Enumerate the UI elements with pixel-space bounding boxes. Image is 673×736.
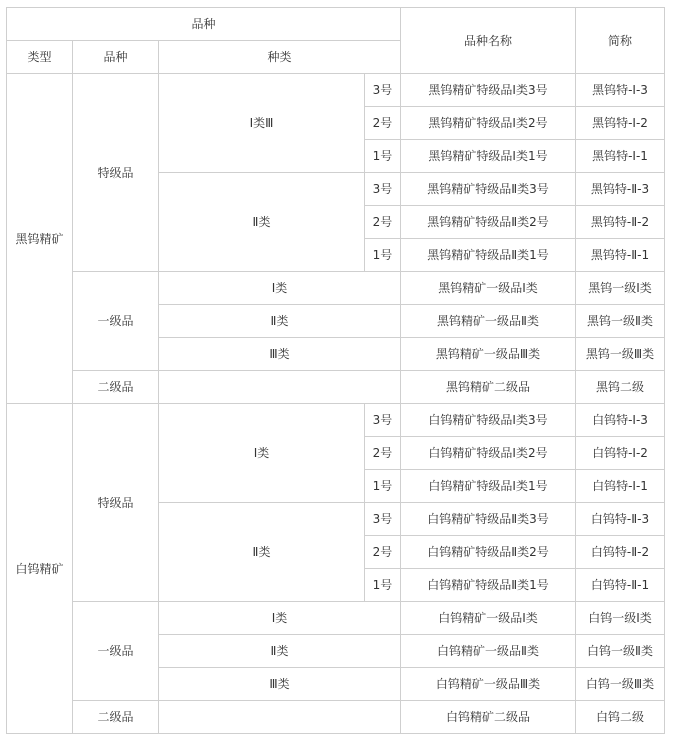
abbreviation-cell: 白钨一级Ⅰ类 bbox=[576, 602, 665, 635]
number-cell: 1号 bbox=[365, 239, 401, 272]
product-name-cell: 黑钨精矿特级品Ⅱ类2号 bbox=[401, 206, 576, 239]
number-cell: 1号 bbox=[365, 569, 401, 602]
product-name-cell: 白钨精矿特级品Ⅰ类1号 bbox=[401, 470, 576, 503]
abbreviation-cell: 黑钨二级 bbox=[576, 371, 665, 404]
class-cell: Ⅰ类Ⅲ bbox=[159, 74, 365, 173]
number-cell: 2号 bbox=[365, 107, 401, 140]
product-table-wrapper bbox=[6, 7, 665, 734]
number-cell: 3号 bbox=[365, 503, 401, 536]
empty-class-cell bbox=[159, 701, 401, 734]
tungsten-concentrate-table bbox=[6, 7, 665, 734]
product-name-cell: 黑钨精矿一级品Ⅰ类 bbox=[401, 272, 576, 305]
table-row bbox=[7, 371, 665, 404]
class-cell: Ⅲ类 bbox=[159, 338, 401, 371]
header-grade-group: 品种 bbox=[7, 8, 401, 41]
class-cell: Ⅱ类 bbox=[159, 503, 365, 602]
product-name-cell: 黑钨精矿一级品Ⅱ类 bbox=[401, 305, 576, 338]
number-cell: 3号 bbox=[365, 173, 401, 206]
table-row bbox=[7, 272, 665, 305]
product-name-cell: 白钨精矿一级品Ⅲ类 bbox=[401, 668, 576, 701]
abbreviation-cell: 白钨特-Ⅰ-1 bbox=[576, 470, 665, 503]
class-cell: Ⅱ类 bbox=[159, 635, 401, 668]
product-name-cell: 白钨精矿一级品Ⅰ类 bbox=[401, 602, 576, 635]
product-name-cell: 白钨精矿二级品 bbox=[401, 701, 576, 734]
abbreviation-cell: 黑钨特-Ⅱ-1 bbox=[576, 239, 665, 272]
class-cell: Ⅰ类 bbox=[159, 272, 401, 305]
number-cell: 3号 bbox=[365, 404, 401, 437]
abbreviation-cell: 黑钨特-Ⅰ-1 bbox=[576, 140, 665, 173]
header-abbreviation: 简称 bbox=[576, 8, 665, 74]
grade-cell-special: 特级品 bbox=[73, 74, 159, 272]
number-cell: 1号 bbox=[365, 470, 401, 503]
number-cell: 3号 bbox=[365, 74, 401, 107]
grade-cell-first: 一级品 bbox=[73, 602, 159, 701]
grade-cell-second: 二级品 bbox=[73, 701, 159, 734]
class-cell: Ⅱ类 bbox=[159, 173, 365, 272]
grade-cell-second: 二级品 bbox=[73, 371, 159, 404]
class-cell: Ⅲ类 bbox=[159, 668, 401, 701]
product-name-cell: 白钨精矿特级品Ⅰ类3号 bbox=[401, 404, 576, 437]
table-row bbox=[7, 701, 665, 734]
product-name-cell: 黑钨精矿特级品Ⅱ类1号 bbox=[401, 239, 576, 272]
abbreviation-cell: 白钨一级Ⅱ类 bbox=[576, 635, 665, 668]
abbreviation-cell: 白钨特-Ⅱ-2 bbox=[576, 536, 665, 569]
abbreviation-cell: 白钨特-Ⅱ-3 bbox=[576, 503, 665, 536]
abbreviation-cell: 黑钨特-Ⅱ-2 bbox=[576, 206, 665, 239]
class-cell: Ⅰ类 bbox=[159, 404, 365, 503]
table-row bbox=[7, 404, 665, 437]
type-cell: 白钨精矿 bbox=[7, 404, 73, 734]
abbreviation-cell: 黑钨特-Ⅰ-2 bbox=[576, 107, 665, 140]
header-product-name: 品种名称 bbox=[401, 8, 576, 74]
product-name-cell: 黑钨精矿二级品 bbox=[401, 371, 576, 404]
table-row bbox=[7, 602, 665, 635]
product-name-cell: 黑钨精矿特级品Ⅰ类1号 bbox=[401, 140, 576, 173]
header-type: 类型 bbox=[7, 41, 73, 74]
product-name-cell: 黑钨精矿特级品Ⅰ类2号 bbox=[401, 107, 576, 140]
abbreviation-cell: 白钨特-Ⅱ-1 bbox=[576, 569, 665, 602]
header-grade: 品种 bbox=[73, 41, 159, 74]
product-name-cell: 黑钨精矿一级品Ⅲ类 bbox=[401, 338, 576, 371]
number-cell: 2号 bbox=[365, 206, 401, 239]
abbreviation-cell: 白钨二级 bbox=[576, 701, 665, 734]
abbreviation-cell: 白钨特-Ⅰ-2 bbox=[576, 437, 665, 470]
type-cell: 黑钨精矿 bbox=[7, 74, 73, 404]
abbreviation-cell: 黑钨特-Ⅰ-3 bbox=[576, 74, 665, 107]
header-row-1 bbox=[7, 8, 665, 41]
product-name-cell: 黑钨精矿特级品Ⅰ类3号 bbox=[401, 74, 576, 107]
number-cell: 2号 bbox=[365, 536, 401, 569]
product-name-cell: 白钨精矿特级品Ⅱ类2号 bbox=[401, 536, 576, 569]
number-cell: 1号 bbox=[365, 140, 401, 173]
abbreviation-cell: 黑钨特-Ⅱ-3 bbox=[576, 173, 665, 206]
grade-cell-special: 特级品 bbox=[73, 404, 159, 602]
abbreviation-cell: 白钨一级Ⅲ类 bbox=[576, 668, 665, 701]
abbreviation-cell: 黑钨一级Ⅲ类 bbox=[576, 338, 665, 371]
number-cell: 2号 bbox=[365, 437, 401, 470]
class-cell: Ⅱ类 bbox=[159, 305, 401, 338]
product-name-cell: 黑钨精矿特级品Ⅱ类3号 bbox=[401, 173, 576, 206]
product-name-cell: 白钨精矿一级品Ⅱ类 bbox=[401, 635, 576, 668]
abbreviation-cell: 黑钨一级Ⅱ类 bbox=[576, 305, 665, 338]
header-category: 种类 bbox=[159, 41, 401, 74]
empty-class-cell bbox=[159, 371, 401, 404]
product-name-cell: 白钨精矿特级品Ⅰ类2号 bbox=[401, 437, 576, 470]
abbreviation-cell: 白钨特-Ⅰ-3 bbox=[576, 404, 665, 437]
product-name-cell: 白钨精矿特级品Ⅱ类3号 bbox=[401, 503, 576, 536]
product-name-cell: 白钨精矿特级品Ⅱ类1号 bbox=[401, 569, 576, 602]
abbreviation-cell: 黑钨一级Ⅰ类 bbox=[576, 272, 665, 305]
table-row bbox=[7, 74, 665, 107]
grade-cell-first: 一级品 bbox=[73, 272, 159, 371]
class-cell: Ⅰ类 bbox=[159, 602, 401, 635]
